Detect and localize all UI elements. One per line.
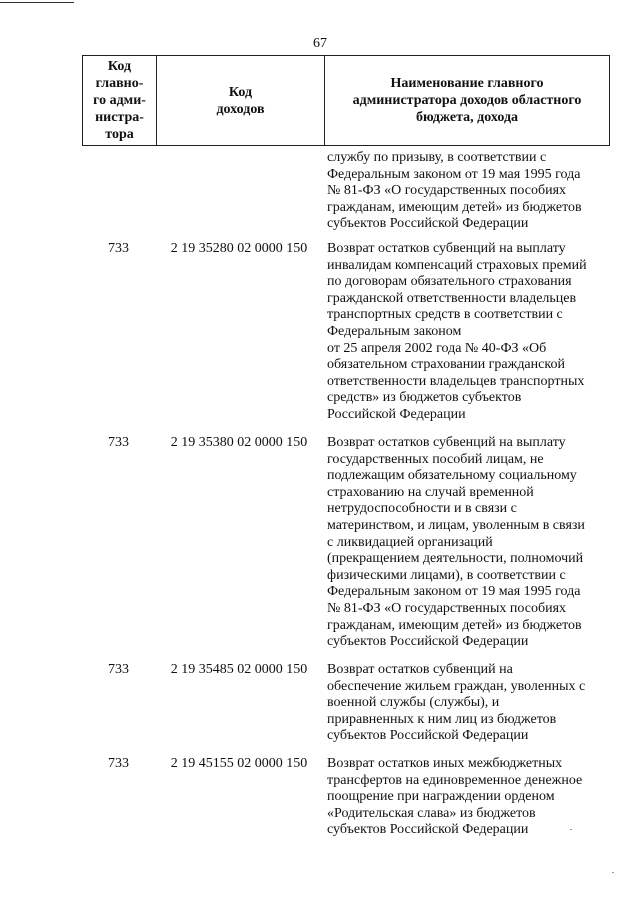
page-number: 67 [313, 36, 327, 51]
header-income-code: Код доходов [156, 56, 324, 145]
row-income-code: 2 19 35280 02 0000 150 [170, 241, 308, 256]
scan-speck [570, 829, 572, 830]
scan-speck [612, 872, 614, 873]
row-name: Возврат остатков субвенций на выплату государственных пособий лицам, не подлежащим обязательному социальному страхованию на случай временной нетрудоспособности и в связи с материнством, и лицам, уволенным в связи с ликвидацией организаций (прекращением деятельности, полномочий физическими лицами), в соответствии с Федеральным законом от 19 мая 1995 года № 81-ФЗ «О государственных пособиях гражданам, имеющим детей» из бюджетов субъектов Российской Федерации [327, 435, 585, 650]
row-admin-code: 733 [108, 435, 129, 450]
row-name: Возврат остатков иных межбюджетных трансфертов на единовременное денежное поощрение при награждении орденом «Родительская слава» из бюджетов субъектов Российской Федерации [327, 756, 583, 838]
row-name: Возврат остатков субвенций на обеспечение жильем граждан, уволенных с военной службы (службы), и приравненных к ним лиц из бюджетов субъектов Российской Федерации [327, 662, 586, 744]
continuation-text: службу по призыву, в соответствии с Федеральным законом от 19 мая 1995 года № 81-ФЗ «О государственных пособиях гражданам, имеющим детей» из бюджетов субъектов Российской Федерации [327, 150, 582, 232]
header-admin-code: Код главно- го адми- нистра- тора [93, 59, 146, 142]
row-name: Возврат остатков субвенций на выплату инвалидам компенсаций страховых премий по договорам обязательного страхования гражданской ответственности владельцев транспортных средств в соответствии с Федеральным законом от 25 апреля 2002 года № 40-ФЗ «Об обязательном страховании гражданской ответственности владельцев транспортных средств» из бюджетов субъектов Российской Федерации [327, 241, 587, 422]
row-income-code: 2 19 35380 02 0000 150 [170, 435, 308, 450]
row-income-code: 2 19 45155 02 0000 150 [170, 756, 308, 771]
page-corner-mark [0, 2, 74, 3]
row-admin-code: 733 [108, 241, 129, 256]
row-income-code: 2 19 35485 02 0000 150 [170, 662, 308, 677]
header-administrator-name: Наименование главного администратора доходов областного бюджета, дохода [324, 56, 609, 145]
row-admin-code: 733 [108, 662, 129, 677]
table-header [82, 55, 610, 146]
row-admin-code: 733 [108, 756, 129, 771]
